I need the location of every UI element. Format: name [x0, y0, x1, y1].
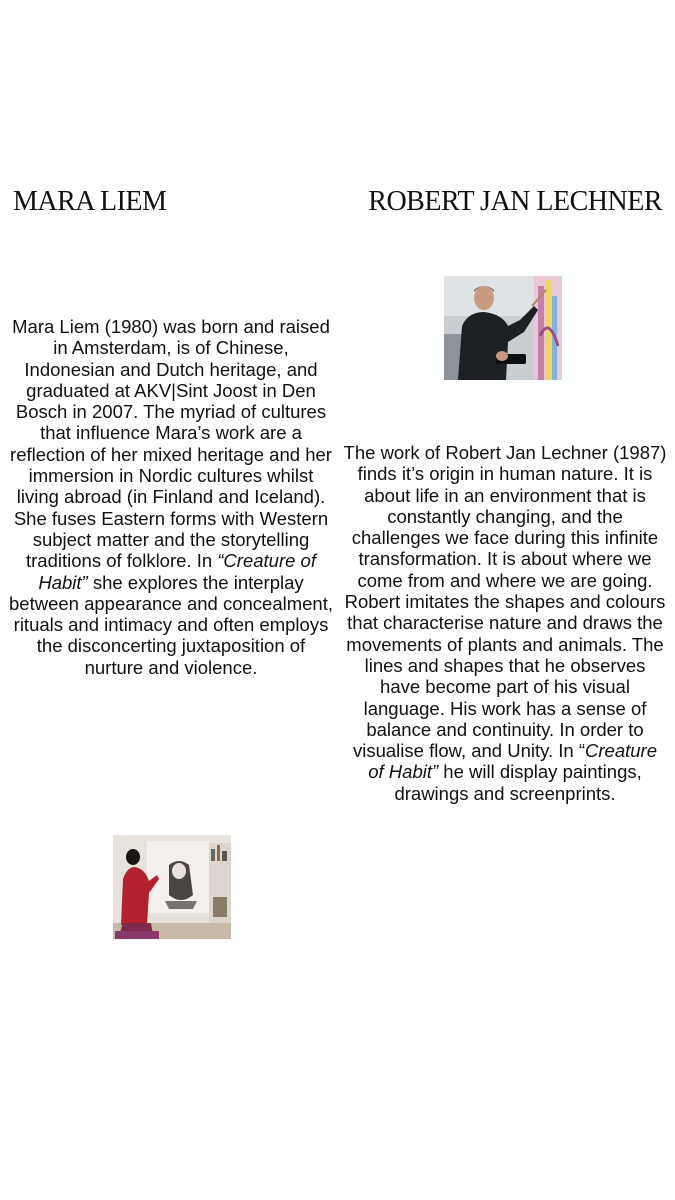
mara-liem-photo — [113, 835, 231, 939]
robert-jan-lechner-photo — [444, 276, 562, 380]
artist-name-robert-jan-lechner: ROBERT JAN LECHNER — [368, 186, 662, 217]
robert-jan-lechner-bio-text-end: he will display paintings, drawings and screenprints. — [394, 761, 642, 804]
exhibition-title: Creature of Habit” — [368, 740, 658, 783]
mara-liem-bio — [8, 316, 334, 678]
artist-name-mara-liem: MARA LIEM — [13, 186, 167, 217]
exhibition-title: “Creature of Habit” — [38, 550, 316, 593]
robert-jan-lechner-bio-text: The work of Robert Jan Lechner (1987) finds it’s origin in human nature. It is about life in an environment that is constantly changing, and the challenges we face during this infinite transformation. It is about where we come from and where we are going. Robert imitates the shapes and colours that characterise nature and draws the movements of plants and animals. The lines and shapes that he observes have become part of his visual language. His work has a sense of balance and continuity. In order to visualise flow, and Unity. In “ — [343, 442, 667, 762]
mara-liem-bio-text-end: she explores the interplay between appearance and concealment, rituals and intimacy and often employs the disconcerting juxtaposition of nurture and violence. — [9, 571, 333, 678]
robert-jan-lechner-bio — [343, 442, 667, 804]
mara-liem-bio-text: Mara Liem (1980) was born and raised in Amsterdam, is of Chinese, Indonesian and Dutch heritage, and graduated at AKV|Sint Joost in Den Bosch in 2007. The myriad of cultures that influence Mara’s work are a reflection of her mixed heritage and her immersion in Nordic cultures whilst living abroad (in Finland and Iceland). She fuses Eastern forms with Western subject matter and the storytelling traditions of folklore. In — [10, 316, 332, 572]
